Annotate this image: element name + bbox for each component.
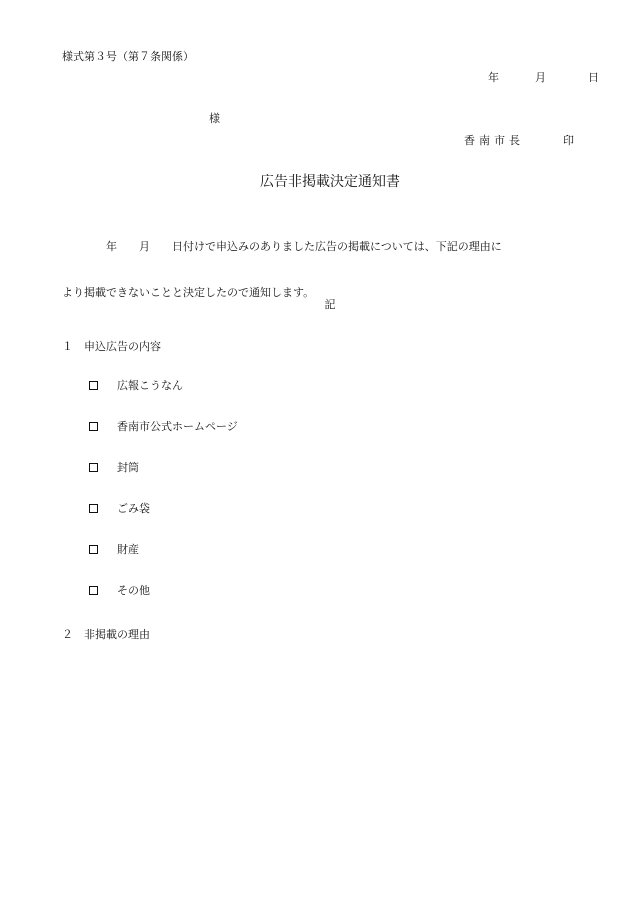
checklist-item-label: 封筒: [117, 461, 139, 474]
checklist-item-envelope: [89, 461, 139, 507]
checkbox[interactable]: [89, 381, 98, 390]
checkbox[interactable]: [89, 422, 98, 431]
ad-content-checklist: [89, 379, 238, 597]
section-1-heading: １ 申込広告の内容: [62, 340, 161, 353]
date-day-label: 日: [588, 71, 599, 84]
checklist-item-koho-konan: [89, 379, 183, 425]
checklist-item-label: 財産: [117, 543, 139, 556]
checklist-item-other: [89, 584, 150, 630]
checklist-item-official-website: [89, 420, 238, 466]
document-title: 広告非掲載決定通知書: [260, 174, 400, 190]
checklist-item-property: [89, 543, 139, 589]
seal-mark: 印: [563, 134, 574, 147]
checkbox[interactable]: [89, 504, 98, 513]
ki-marker: 記: [324, 298, 336, 311]
checklist-item-garbage-bag: [89, 502, 150, 548]
notice-body-line-2: より掲載できないことと決定したので通知します。: [62, 286, 315, 299]
checkbox[interactable]: [89, 463, 98, 472]
addressee-suffix: 様: [209, 112, 220, 125]
date-month-label: 月: [535, 71, 546, 84]
checklist-item-label: その他: [117, 584, 150, 597]
checkbox[interactable]: [89, 586, 98, 595]
checkbox[interactable]: [89, 545, 98, 554]
checklist-item-label: 広報こうなん: [117, 379, 183, 392]
checklist-item-label: 香南市公式ホームページ: [117, 420, 238, 433]
notice-body-line-1: 年 月 日付けで申込みのありました広告の掲載については、下記の理由に: [62, 240, 502, 253]
form-number: 様式第３号（第７条関係）: [62, 50, 194, 63]
checklist-item-label: ごみ袋: [117, 502, 150, 515]
section-2-heading: ２ 非掲載の理由: [62, 628, 150, 641]
issuer-name: 香南市長: [464, 134, 524, 147]
date-year-label: 年: [488, 71, 499, 84]
